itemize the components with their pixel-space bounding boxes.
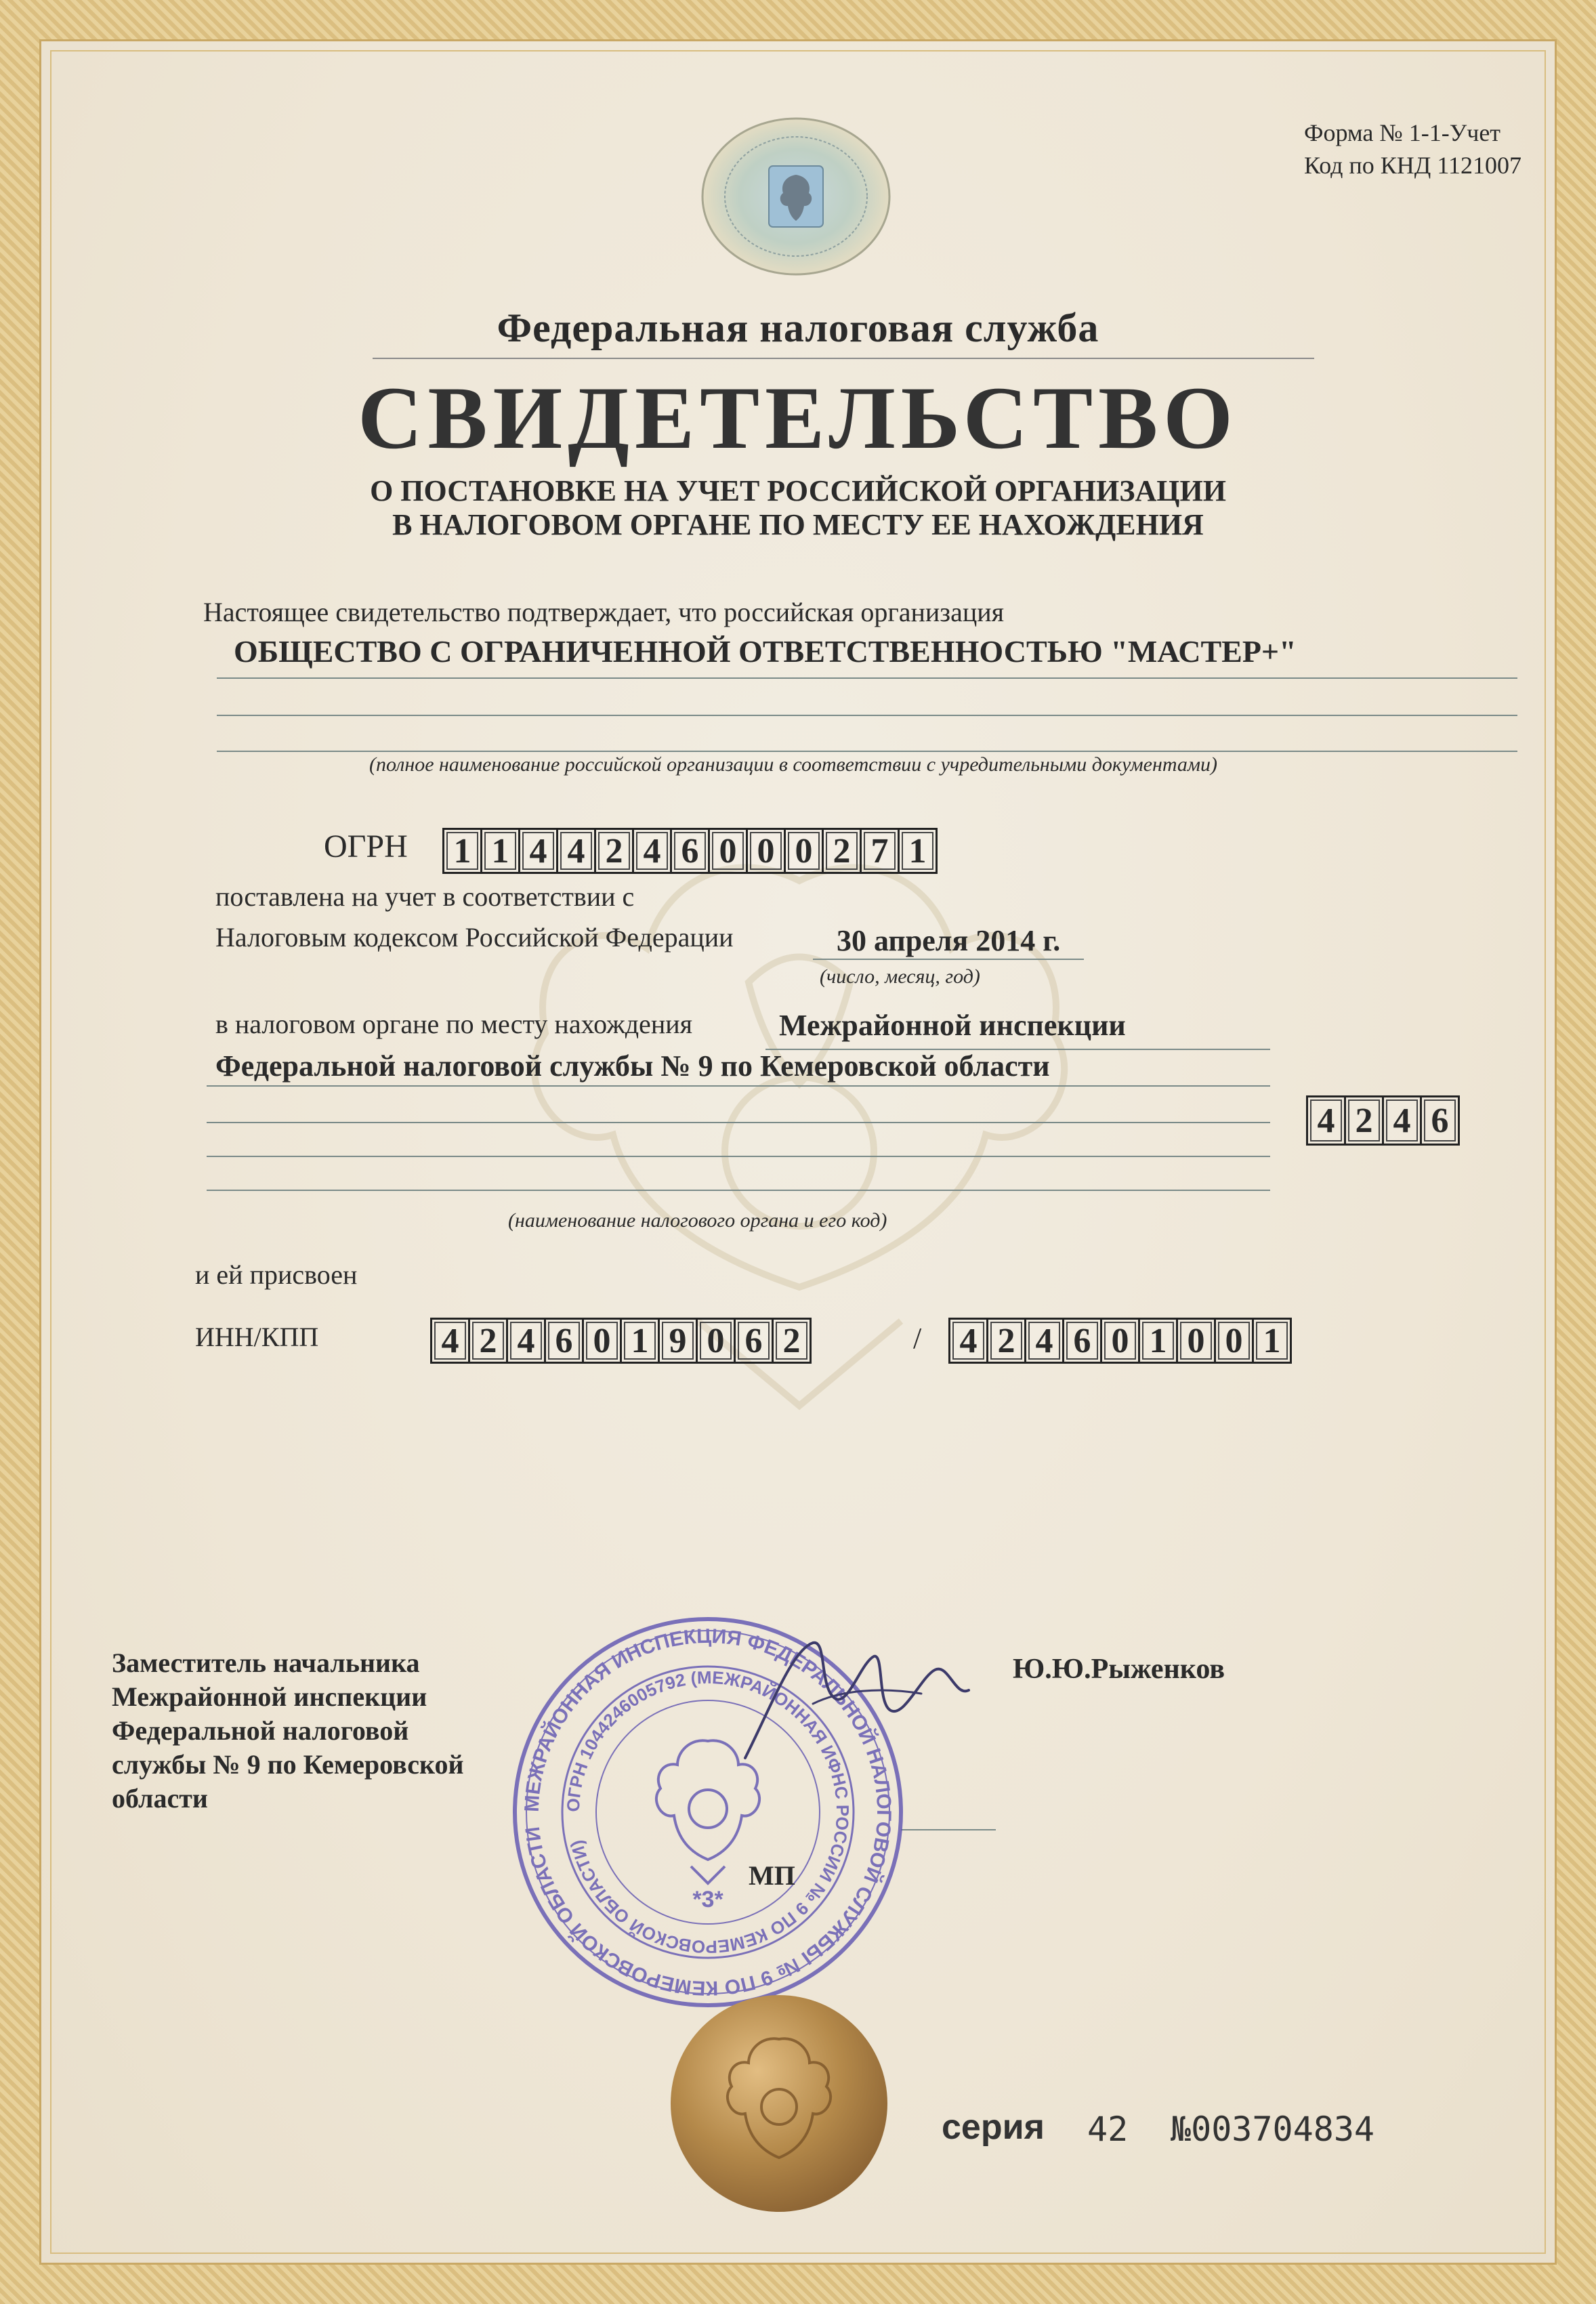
kpp-digit <box>1102 1320 1140 1362</box>
inn-digit <box>622 1320 660 1362</box>
inn-digit <box>470 1320 508 1362</box>
date-caption: (число, месяц, год) <box>820 965 980 988</box>
ogrn-digit <box>748 830 786 872</box>
stamp-outer-text: МЕЖРАЙОННАЯ ИНСПЕКЦИЯ ФЕДЕРАЛЬНОЙ НАЛОГОВОЙ СЛУЖБЫ № 9 ПО КЕМЕРОВСКОЙ ОБЛАСТИ <box>520 1625 896 2000</box>
inn-digit <box>774 1320 810 1362</box>
registered-line-2: Налоговым кодексом Российской Федерации <box>215 922 734 952</box>
inn-kpp-label: ИНН/КПП <box>195 1322 319 1352</box>
kpp-digit-value: 0 <box>1218 1322 1250 1360</box>
ogrn-digit-value: 4 <box>522 832 554 870</box>
form-number-block <box>1304 117 1521 182</box>
ogrn-digit-value: 0 <box>712 832 744 870</box>
ogrn-digit <box>520 830 558 872</box>
org-line-2 <box>217 715 1517 716</box>
inn-digit <box>660 1320 698 1362</box>
org-line-1 <box>217 677 1517 679</box>
ogrn-digit <box>786 830 824 872</box>
ogrn-digit-value: 1 <box>902 832 933 870</box>
inn-digit <box>736 1320 774 1362</box>
ogrn-digit <box>672 830 710 872</box>
tax-office-intro: в налоговом органе по месту нахождения <box>215 1009 693 1039</box>
kpp-digit-value: 4 <box>1028 1322 1060 1360</box>
kpp-digit <box>1216 1320 1254 1362</box>
inn-digit-value: 2 <box>472 1322 504 1360</box>
kpp-digit <box>988 1320 1026 1362</box>
ogrn-label: ОГРН <box>324 829 408 864</box>
mp-label: МП <box>749 1860 795 1891</box>
stamp-center-text: *3* <box>692 1887 723 1912</box>
tax-office-underline-2 <box>207 1085 1270 1087</box>
certificate-title: СВИДЕТЕЛЬСТВО <box>358 368 1238 467</box>
tax-office-code-boxes <box>1306 1095 1460 1146</box>
inn-digit <box>584 1320 622 1362</box>
kpp-digit <box>1178 1320 1216 1362</box>
tax-office-line-1: Межрайонной инспекции <box>779 1009 1126 1042</box>
ogrn-digit <box>444 830 482 872</box>
kpp-digit-value: 1 <box>1142 1322 1174 1360</box>
inn-digit <box>546 1320 584 1362</box>
kpp-digit <box>1026 1320 1064 1362</box>
ogrn-digit <box>862 830 900 872</box>
ogrn-digit-value: 6 <box>674 832 706 870</box>
kpp-digit <box>1254 1320 1290 1362</box>
tax-office-underline-4 <box>207 1156 1270 1157</box>
knd-code: Код по КНД 1121007 <box>1304 152 1521 179</box>
org-line-3 <box>217 751 1517 752</box>
inn-digit-value: 1 <box>624 1322 656 1360</box>
signature-line <box>901 1829 996 1830</box>
ogrn-digit <box>558 830 596 872</box>
registration-date: 30 апреля 2014 г. <box>837 924 1061 957</box>
tax-office-code-digit-value: 4 <box>1310 1099 1342 1141</box>
ogrn-digit-value: 1 <box>446 832 478 870</box>
intro-text: Настоящее свидетельство подтверждает, что российская организация <box>203 597 1005 627</box>
inn-kpp-separator: / <box>913 1322 922 1355</box>
registered-line-1: поставлена на учет в соответствии с <box>215 881 635 912</box>
subtitle-line-2: В НАЛОГОВОМ ОРГАНЕ ПО МЕСТУ ЕЕ НАХОЖДЕНИЯ <box>392 508 1204 541</box>
hologram-icon <box>698 115 894 278</box>
tax-office-code-digit-value: 2 <box>1348 1099 1380 1141</box>
kpp-digit-value: 2 <box>990 1322 1022 1360</box>
certificate-subtitle <box>0 474 1596 542</box>
stamp-inner-text: ОГРН 1044246005792 (МЕЖРАЙОННАЯ ИФНС РОССИИ № 9 ПО КЕМЕРОВСКОЙ ОБЛАСТИ) <box>562 1667 854 1958</box>
ogrn-digit <box>824 830 862 872</box>
ogrn-digit-value: 4 <box>560 832 592 870</box>
ogrn-digit-value: 7 <box>864 832 896 870</box>
tax-office-line-2: Федеральной налоговой службы № 9 по Кемеровской области <box>215 1049 1050 1083</box>
ogrn-digit-value: 0 <box>750 832 782 870</box>
agency-underline <box>373 358 1314 359</box>
assigned-text: и ей присвоен <box>195 1259 358 1290</box>
inn-digit-value: 0 <box>586 1322 618 1360</box>
agency-name: Федеральная налоговая служба <box>497 306 1099 350</box>
inn-digit-value: 2 <box>776 1322 807 1360</box>
tax-office-code-digit <box>1384 1097 1422 1144</box>
inn-digit-value: 6 <box>548 1322 580 1360</box>
inn-digit-value: 4 <box>510 1322 542 1360</box>
ogrn-digit-value: 2 <box>598 832 630 870</box>
gold-seal <box>667 1992 891 2215</box>
tax-office-code-digit <box>1308 1097 1346 1144</box>
ogrn-digit <box>710 830 748 872</box>
inn-digit-value: 4 <box>434 1322 466 1360</box>
tax-office-caption: (наименование налогового органа и его код) <box>508 1209 887 1232</box>
tax-office-underline-5 <box>207 1190 1270 1191</box>
ogrn-digit-value: 2 <box>826 832 858 870</box>
tax-office-code-digit-value: 6 <box>1424 1099 1456 1141</box>
ogrn-digit-value: 0 <box>788 832 820 870</box>
tax-office-code-digit <box>1422 1097 1458 1144</box>
organization-caption: (полное наименование российской организации в соответствии с учредительными документами) <box>369 753 1218 776</box>
inn-digit-value: 0 <box>700 1322 732 1360</box>
ogrn-digit-boxes <box>442 828 938 874</box>
signer-position: Заместитель начальника Межрайонной инспекции Федеральной налоговой службы № 9 по Кемеровской области <box>112 1648 464 1814</box>
series-label: серия <box>942 2108 1045 2147</box>
ogrn-digit <box>900 830 936 872</box>
inn-digit-value: 9 <box>662 1322 694 1360</box>
ogrn-digit <box>482 830 520 872</box>
date-underline <box>813 959 1084 960</box>
tax-office-code-digit <box>1346 1097 1384 1144</box>
kpp-digit-value: 1 <box>1256 1322 1288 1360</box>
tax-office-code-digit-value: 4 <box>1386 1099 1418 1141</box>
kpp-digit-value: 4 <box>952 1322 984 1360</box>
handwritten-signature <box>732 1622 975 1772</box>
series-number: 42 <box>1087 2110 1129 2149</box>
kpp-digit <box>1064 1320 1102 1362</box>
inn-digit <box>432 1320 470 1362</box>
signer-name: Ю.Ю.Рыженков <box>1013 1654 1225 1685</box>
subtitle-line-1: О ПОСТАНОВКЕ НА УЧЕТ РОССИЙСКОЙ ОРГАНИЗАЦИИ <box>370 474 1226 507</box>
tax-office-underline-3 <box>207 1122 1270 1123</box>
certificate-number: №003704834 <box>1171 2110 1375 2149</box>
kpp-digit <box>1140 1320 1178 1362</box>
ogrn-digit <box>596 830 634 872</box>
kpp-digit <box>950 1320 988 1362</box>
ogrn-digit-value: 1 <box>484 832 516 870</box>
kpp-digit-value: 0 <box>1104 1322 1136 1360</box>
ogrn-digit-value: 4 <box>636 832 668 870</box>
ogrn-digit <box>634 830 672 872</box>
inn-digit-value: 6 <box>738 1322 770 1360</box>
inn-digit <box>508 1320 546 1362</box>
kpp-digit-value: 6 <box>1066 1322 1098 1360</box>
organization-name: ОБЩЕСТВО С ОГРАНИЧЕННОЙ ОТВЕТСТВЕННОСТЬЮ "МАСТЕР+" <box>234 634 1297 669</box>
inn-digit-boxes <box>430 1318 812 1364</box>
form-number: Форма № 1-1-Учет <box>1304 119 1501 146</box>
kpp-digit-value: 0 <box>1180 1322 1212 1360</box>
inn-digit <box>698 1320 736 1362</box>
kpp-digit-boxes <box>948 1318 1292 1364</box>
